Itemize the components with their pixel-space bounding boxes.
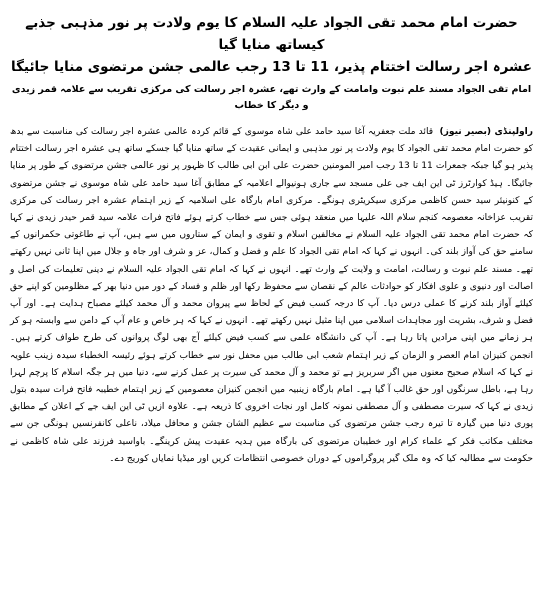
headline-line-1: حضرت امام محمد تقی الجواد علیہ السلام کا یوم ولادت پر نور مذہبی جذبے کیساتھ منایا گیا	[25, 15, 518, 53]
headline-line-2: عشرہ اجر رسالت اختتام پذیر، 11 تا 13 رجب عالمی جشن مرتضوی منایا جائیگا	[11, 59, 532, 75]
article-body-text: قائد ملت جعفریہ آغا سید حامد علی شاہ موسوی کے قائم کردہ عالمی عشرہ اجر رسالت کی مناسبت سے بدھ کو حضرت امام محمد تقی الجواد کا یوم ولادت پر نور مذہبی و ایمانی عقیدت کے ساتھ منایا گیا جسکے ساتھ ہی عشرہ اجر رسالت اختتام پذیر ہو گیا جبکہ جمعرات 11 تا 13 رجب امیر المومنین حضرت علی ابن ابی طالب کا ظہور پر نور عالمی جشن مرتضوی کے طور پر منایا جائیگا۔ ہیڈ کوارٹرز ٹی این ایف جی علی مسجد سے جاری ہونیوالے اعلامیہ کے مطابق آغا سید حامد علی شاہ موسوی نے جشن مرتضوی کے کنونیئر سید حسن کاظمی مرکزی سیکریٹری ہونگے۔ مرکزی امام بارگاہ علی اسلامیہ کے زیر اہتمام عشرہ اجر رسالت کی مرکزی تقریب عزاخانہ معصومہ کنجم سلام اللہ علیہا میں منعقد ہوئی جس سے خطاب کرتے ہوئے فاتح فرات علامہ سید قمر حیدر زیدی نے کہا کہ حضرت امام محمد تقی الجواد علیہ السلام نے مخالفین اسلام و تقوی و ایمان کے ستاروں میں سے ہیں، آپ نے طاغوتی حکمرانوں کے سامنے حق کی آواز بلند کی۔ انہوں نے کہا کہ امام تقی الجواد کا علم و فضل و کمال، عز و شرف اور جاہ و جلال میں اپنا ثانی نہیں رکھتے تھے۔ مسند علم نبوت و رسالت، امامت و ولایت کے وارث تھے۔ انہوں نے کہا کہ امام تقی الجواد علیہ السلام نے دینی تعلیمات کی اصل و اصالت اور دنیوی و علوی افکار کو حوادثات عالم کے نقصان سے محفوظ رکھا اور ظلم و فساد کے دور میں دنیا بھر کے مظلومین کو اپنے حق کیلئے آواز بلند کرنے کا عملی درس دیا۔ آپ کا درجہ کسب فیض کے لحاظ سے پیروان محمد و آل محمد کیلئے مصباح ہدایت ہے۔ اور آپ فضل و شرف، بشریت اور مجاہدات اسلامی میں اپنا مثیل نہیں رکھتے تھے۔ انہوں نے کہا کہ ہر خاص و عام آپ کے دامن سے وابستہ ہو کر ہر زمانے میں اپنی مرادیں پاتا رہا ہے۔ آپ کی دانشگاہ علمی سے کسب فیض کیلئے آج بھی لوگ پروانوں کی طرح طواف کرتے ہیں۔ انجمن کنیزان امام العصر و الزمان کے زیر اہتمام شعب ابی طالب میں محفل نور سے خطاب کرتے ہوئے رئیسہ الخطباء سیدہ زینب علویہ نے کہا کہ اسلام صحیح معنوں میں اگر سربریز ہے تو محمد و آل محمد کی سیرت پر عمل کرنے سے، دنیا میں ہر جگہ اسلام کا پرچم لہرا رہا ہے، باطل سرنگوں اور حق غالب آ گیا ہے۔ امام بارگاہ زینبیہ میں انجمن کنیزان معصومین کے زیر اہتمام خطیبہ فاتح فرات سیدہ بتول زیدی نے کہا کہ سیرت مصطفی و آل مصطفی نمونہ کامل اور نجات اخروی کا ذریعہ ہے۔ علاوہ ازیں ٹی این ایف جے کے اعلان کے مطابق پوری دنیا میں گیارہ تا تیرہ رجب جشن مرتضوی کی مناسبت سے عظیم الشان جشن و محافل میلاد، ناعلی کانفرنسیں ہونگی جن سے مختلف مکاتب فکر کے علماء کرام اور خطیبان مرتضوی کی بارگاہ میں ہدیہ عقیدت پیش کرینگے۔ باواسید فرزند علی شاہ کاظمی نے حکومت سے مطالبہ کیا کہ وہ ملک گیر پروگراموں کے دوران خصوصی انتظامات کریں اور میڈیا نمایاں کوریج دے۔	[10, 127, 533, 464]
subheadline: امام تقی الجواد مسند علم نبوت وامامت کے وارث تھے، عشرہ اجر رسالت کی مرکزی تقریب سے علامہ قمر زیدی و دیگر کا خطاب	[11, 84, 532, 111]
dateline: راولپنڈی (بصیر نیوز)	[439, 127, 533, 137]
article-body	[8, 124, 535, 468]
